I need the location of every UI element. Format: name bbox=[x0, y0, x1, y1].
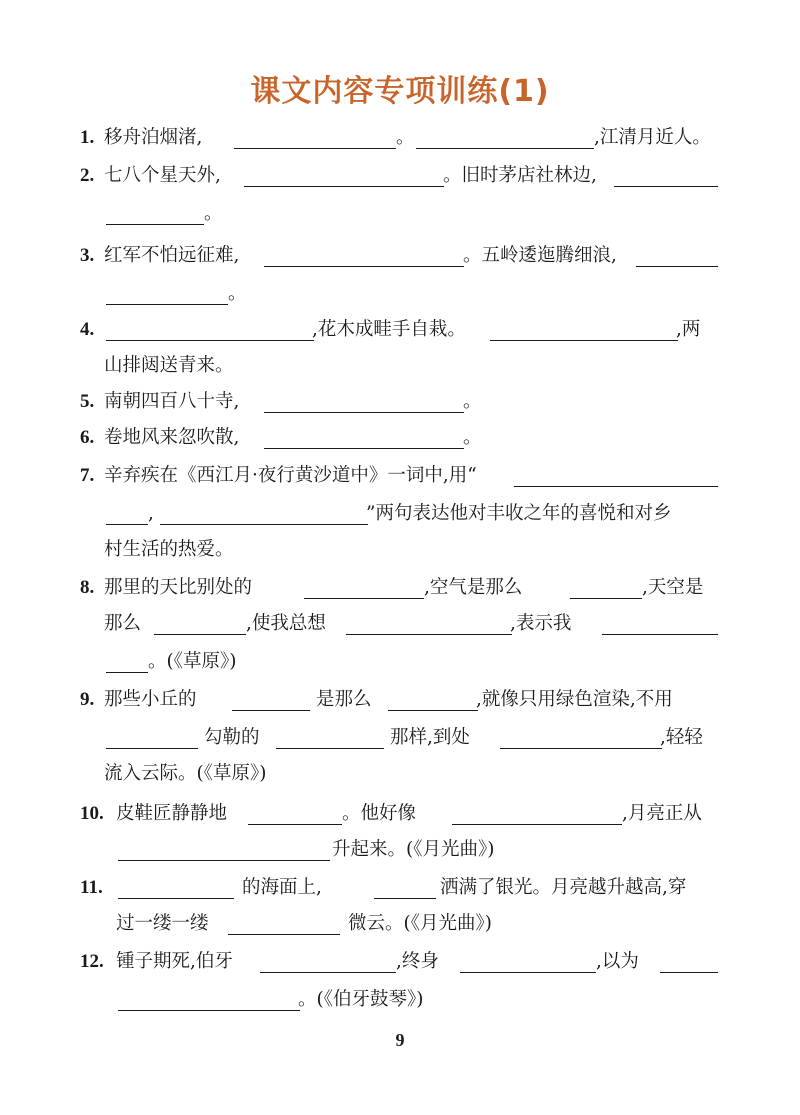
question-text: 。旧时茅店社林边, bbox=[443, 165, 597, 186]
question-text: 七八个星天外, bbox=[104, 165, 221, 186]
question-text: ,月亮正从 bbox=[622, 803, 702, 824]
question-number: 10. bbox=[80, 803, 104, 824]
question-text: ,使我总想 bbox=[246, 613, 326, 634]
answer-blank[interactable] bbox=[106, 523, 148, 525]
answer-blank[interactable] bbox=[614, 185, 718, 187]
question-text: 南朝四百八十寺, bbox=[104, 391, 240, 412]
question-1-line-1 bbox=[0, 120, 800, 156]
question-number: 5. bbox=[80, 391, 95, 412]
question-number: 2. bbox=[80, 165, 95, 186]
answer-blank[interactable] bbox=[228, 933, 340, 935]
answer-blank[interactable] bbox=[276, 747, 384, 749]
answer-blank[interactable] bbox=[232, 709, 310, 711]
answer-blank[interactable] bbox=[106, 223, 204, 225]
answer-blank[interactable] bbox=[490, 339, 678, 341]
question-text: 那些小丘的 bbox=[104, 689, 197, 710]
question-text: ,天空是 bbox=[642, 577, 704, 598]
question-text: ,花木成畦手自栽。 bbox=[312, 319, 466, 340]
answer-blank[interactable] bbox=[346, 633, 512, 635]
answer-blank[interactable] bbox=[260, 971, 396, 973]
question-text: ,就像只用绿色渲染,不用 bbox=[476, 689, 673, 710]
question-text: 。 bbox=[396, 127, 415, 148]
answer-blank[interactable] bbox=[106, 747, 198, 749]
question-text: 流入云际。(《草原》) bbox=[104, 763, 267, 784]
question-9-line-2 bbox=[0, 720, 800, 756]
answer-blank[interactable] bbox=[514, 485, 718, 487]
question-7-line-1 bbox=[0, 458, 800, 494]
question-number: 11. bbox=[80, 877, 103, 898]
question-text: ,江清月近人。 bbox=[594, 127, 711, 148]
question-text: 锺子期死,伯牙 bbox=[116, 951, 233, 972]
question-10-line-2 bbox=[0, 832, 800, 868]
question-text: 红军不怕远征难, bbox=[104, 245, 240, 266]
page-title: 课文内容专项训练(1) bbox=[250, 74, 550, 109]
question-text: 。(《草原》) bbox=[148, 651, 237, 672]
answer-blank[interactable] bbox=[570, 597, 642, 599]
answer-blank[interactable] bbox=[244, 185, 444, 187]
question-4-line-1 bbox=[0, 312, 800, 348]
question-text: 。 bbox=[228, 283, 247, 304]
answer-blank[interactable] bbox=[388, 709, 478, 711]
answer-blank[interactable] bbox=[248, 823, 342, 825]
question-number: 9. bbox=[80, 689, 95, 710]
question-text: 辛弃疾在《西江月·夜行黄沙道中》一词中,用“ bbox=[104, 465, 477, 486]
question-number: 3. bbox=[80, 245, 95, 266]
question-12-line-2 bbox=[0, 982, 800, 1018]
question-text: , bbox=[148, 503, 154, 524]
question-11-line-2 bbox=[0, 906, 800, 942]
answer-blank[interactable] bbox=[106, 303, 228, 305]
question-text: 那样,到处 bbox=[390, 727, 470, 748]
question-number: 12. bbox=[80, 951, 104, 972]
question-text: 皮鞋匠静静地 bbox=[116, 803, 228, 824]
question-text: 是那么 bbox=[316, 689, 372, 710]
question-number: 7. bbox=[80, 465, 95, 486]
question-number: 6. bbox=[80, 427, 95, 448]
answer-blank[interactable] bbox=[264, 265, 464, 267]
question-text: ,表示我 bbox=[510, 613, 572, 634]
question-7-line-3 bbox=[0, 532, 800, 568]
question-text: 。 bbox=[463, 427, 482, 448]
question-9-line-1 bbox=[0, 682, 800, 718]
question-text: 。(《伯牙鼓琴》) bbox=[298, 989, 424, 1010]
question-4-line-2 bbox=[0, 348, 800, 384]
question-number: 8. bbox=[80, 577, 95, 598]
question-text: 。他好像 bbox=[342, 803, 417, 824]
answer-blank[interactable] bbox=[264, 447, 464, 449]
answer-blank[interactable] bbox=[636, 265, 718, 267]
question-text: 升起来。(《月光曲》) bbox=[332, 839, 495, 860]
answer-blank[interactable] bbox=[660, 971, 718, 973]
question-text: 微云。(《月光曲》) bbox=[348, 913, 492, 934]
answer-blank[interactable] bbox=[374, 897, 436, 899]
question-2-line-1 bbox=[0, 158, 800, 194]
question-text: ,以为 bbox=[596, 951, 639, 972]
answer-blank[interactable] bbox=[416, 147, 594, 149]
question-number: 1. bbox=[80, 127, 95, 148]
question-text: ,轻轻 bbox=[660, 727, 703, 748]
question-text: 卷地风来忽吹散, bbox=[104, 427, 240, 448]
question-5-line-1 bbox=[0, 384, 800, 420]
answer-blank[interactable] bbox=[106, 671, 148, 673]
question-text: 。五岭逶迤腾细浪, bbox=[463, 245, 617, 266]
question-10-line-1 bbox=[0, 796, 800, 832]
question-text: 那里的天比别处的 bbox=[104, 577, 253, 598]
answer-blank[interactable] bbox=[304, 597, 424, 599]
question-text: 山排闼送青来。 bbox=[104, 355, 234, 376]
answer-blank[interactable] bbox=[460, 971, 596, 973]
answer-blank[interactable] bbox=[234, 147, 396, 149]
answer-blank[interactable] bbox=[602, 633, 718, 635]
question-text: 村生活的热爱。 bbox=[104, 539, 234, 560]
question-number: 4. bbox=[80, 319, 95, 340]
question-8-line-1 bbox=[0, 570, 800, 606]
question-8-line-2 bbox=[0, 606, 800, 642]
question-text: 的海面上, bbox=[242, 877, 322, 898]
question-12-line-1 bbox=[0, 944, 800, 980]
answer-blank[interactable] bbox=[154, 633, 246, 635]
answer-blank[interactable] bbox=[264, 411, 464, 413]
answer-blank[interactable] bbox=[500, 747, 662, 749]
question-3-line-1 bbox=[0, 238, 800, 274]
question-text: 。 bbox=[463, 391, 482, 412]
question-text: 洒满了银光。月亮越升越高,穿 bbox=[440, 877, 687, 898]
question-text: 。 bbox=[204, 203, 223, 224]
question-text: ”两句表达他对丰收之年的喜悦和对乡 bbox=[366, 503, 672, 524]
question-11-line-1 bbox=[0, 870, 800, 906]
answer-blank[interactable] bbox=[452, 823, 622, 825]
question-2-line-2 bbox=[0, 196, 800, 232]
question-text: ,空气是那么 bbox=[424, 577, 523, 598]
answer-blank[interactable] bbox=[106, 339, 314, 341]
question-7-line-2 bbox=[0, 496, 800, 532]
question-text: 那么 bbox=[104, 613, 142, 634]
question-text: 移舟泊烟渚, bbox=[104, 127, 203, 148]
question-text: 勾勒的 bbox=[204, 727, 260, 748]
question-3-line-2 bbox=[0, 276, 800, 312]
question-9-line-3 bbox=[0, 756, 800, 792]
question-8-line-3 bbox=[0, 644, 800, 680]
question-text: ,两 bbox=[676, 319, 701, 340]
answer-blank[interactable] bbox=[118, 897, 234, 899]
answer-blank[interactable] bbox=[118, 1009, 300, 1011]
question-text: 过一缕一缕 bbox=[116, 913, 209, 934]
answer-blank[interactable] bbox=[160, 523, 368, 525]
page-number: 9 bbox=[395, 1030, 405, 1050]
answer-blank[interactable] bbox=[118, 859, 330, 861]
question-6-line-1 bbox=[0, 420, 800, 456]
question-text: ,终身 bbox=[396, 951, 439, 972]
